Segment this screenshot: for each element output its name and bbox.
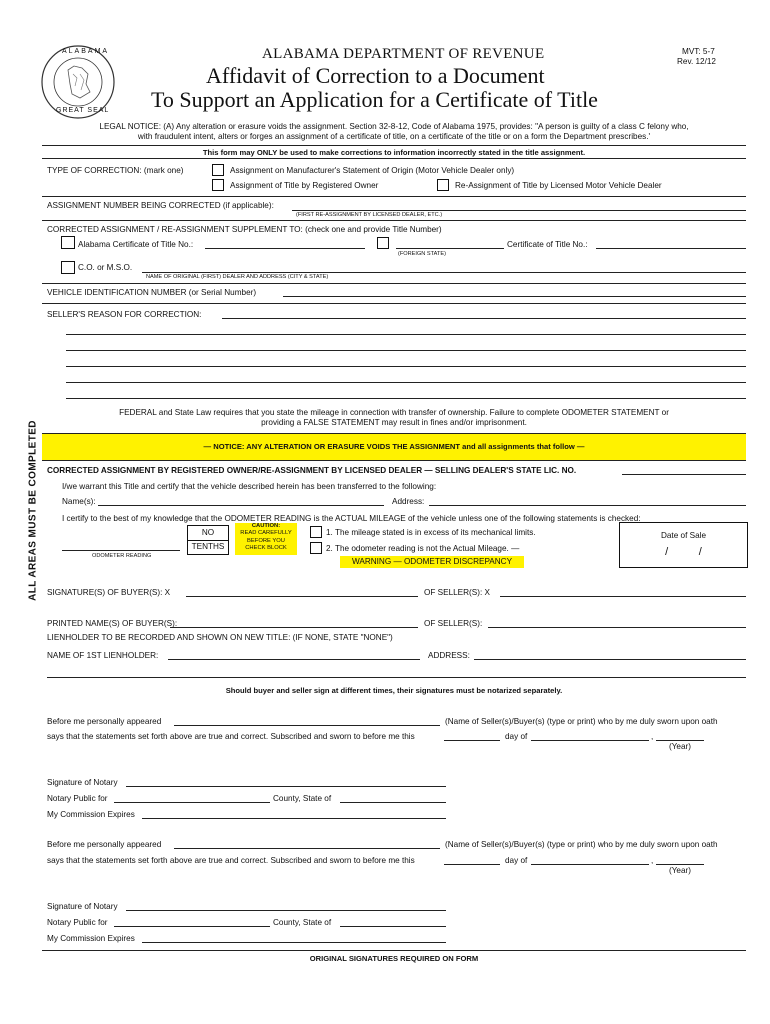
type-of-correction-label: TYPE OF CORRECTION: (mark one) [47,166,184,175]
odometer-reading-field[interactable] [62,550,180,551]
printed-seller-field[interactable] [488,627,746,628]
notary1-year-field[interactable] [656,740,704,741]
federal-notice-line1: FEDERAL and State Law requires that you state the mileage in connection with transfer of ownership. Failure to complete ODOMETER STATEMENT or [119,408,669,417]
alteration-notice-banner: — NOTICE: ANY ALTERATION OR ERASURE VOIDS THE ASSIGNMENT and all assignments that follow — [42,433,746,461]
notary2-public-for-label: Notary Public for [47,918,108,927]
certify-text: I certify to the best of my knowledge that the ODOMETER READING is the ACTUAL MILEAGE of the vehicle unless one of the following statements is checked: [62,514,641,523]
address-label: Address: [392,497,425,506]
form-number: MVT: 5-7 [682,47,715,56]
alabama-title-field[interactable] [205,248,365,249]
option-dealer-label: Re-Assignment of Title by Licensed Motor Vehicle Dealer [455,181,662,190]
notary1-month-field[interactable] [531,740,649,741]
form-title-line2: To Support an Application for a Certificate of Title [151,87,598,112]
assignment-number-field[interactable] [292,210,746,211]
reason-line-4[interactable] [66,366,746,367]
notary1-day-of-label: day of [505,732,528,741]
legal-notice-line2: with fraudulent intent, alters or forges an assignment of a certificate of title, on a certificate of the title or on a form the Department prescribes.' [137,132,651,141]
printed-buyer-field[interactable] [170,627,418,628]
address-field[interactable] [429,505,746,506]
assignment-number-label: ASSIGNMENT NUMBER BEING CORRECTED (if applicable): [47,201,274,210]
caution-line1: CAUTION: [251,523,281,529]
form-title-line1: Affidavit of Correction to a Document [206,63,545,88]
assignment-number-sublabel: (FIRST RE-ASSIGNMENT BY LICENSED DEALER, ETC.) [296,212,443,218]
option-mso-label: Assignment on Manufacturer's Statement of Origin (Motor Vehicle Dealer only) [230,166,515,175]
reason-line-5[interactable] [66,382,746,383]
printed-seller-label: OF SELLER(S): [424,619,483,628]
foreign-state-sublabel: (FOREIGN STATE) [398,251,446,257]
caution-box [235,523,297,555]
reason-line-6[interactable] [66,398,746,399]
co-mso-sublabel: NAME OF ORIGINAL (FIRST) DEALER AND ADDRESS (CITY & STATE) [146,274,329,280]
co-mso-field[interactable] [142,272,746,273]
names-label: Name(s): [62,497,96,506]
option-owner-label: Assignment of Title by Registered Owner [230,181,379,190]
notary2-year-field[interactable] [656,864,704,865]
federal-notice-line2: providing a FALSE STATEMENT may result in fines and/or imprisonment. [261,418,527,427]
department-name: ALABAMA DEPARTMENT OF REVENUE [262,46,545,62]
first-lienholder-label: NAME OF 1ST LIENHOLDER: [47,651,159,660]
date-of-sale-box[interactable] [619,522,748,568]
notary1-says-text: says that the statements set forth above are true and correct. Subscribed and sworn to before me this [47,732,415,741]
reason-line-2[interactable] [66,334,746,335]
notary2-name-field[interactable] [174,848,440,849]
notary1-name-field[interactable] [174,725,440,726]
notary1-county-label: County, State of [273,794,332,803]
notary1-comma: , [651,732,654,741]
notarize-notice: Should buyer and seller sign at different times, their signatures must be notarized separately. [225,686,563,695]
legal-notice-line1: LEGAL NOTICE: (A) Any alteration or erasure voids the assignment. Section 32-8-12, Code of Alabama 1975, provides: "A person is guilty of a class C felony who, [99,122,689,131]
supplement-label: CORRECTED ASSIGNMENT / RE-ASSIGNMENT SUPPLEMENT TO: (check one and provide Title Number) [47,225,442,234]
reason-line-3[interactable] [66,350,746,351]
checkbox-foreign-title[interactable] [377,237,389,249]
checkbox-dealer[interactable] [437,179,449,191]
notary2-year-label: (Year) [669,866,691,875]
names-field[interactable] [98,505,384,506]
date-of-sale-label: Date of Sale [660,531,707,540]
lienholder-extra-line[interactable] [47,677,746,678]
notary1-signature-field[interactable] [126,786,446,787]
caution-line2: READ CAREFULLY [240,530,292,537]
vin-field[interactable] [283,296,746,297]
odometer-discrepancy-warning: WARNING — ODOMETER DISCREPANCY [340,556,524,568]
vin-label: VEHICLE IDENTIFICATION NUMBER (or Serial Number) [47,288,257,297]
statement1-text: 1. The mileage stated is in excess of its mechanical limits. [326,528,536,537]
buyer-signature-field[interactable] [186,596,418,597]
notary1-public-for-field[interactable] [114,802,270,803]
notary2-before-label: Before me personally appeared [47,840,162,849]
notary2-commission-field[interactable] [142,942,446,943]
co-mso-label: C.O. or M.S.O. [78,263,133,272]
revision-date: Rev. 12/12 [677,57,716,66]
checkbox-not-actual-mileage[interactable] [310,542,322,554]
notary1-commission-field[interactable] [142,818,446,819]
caution-line3: BEFORE YOU [247,537,285,544]
seller-signature-label: OF SELLER(S): X [424,588,490,597]
lienholder-label: LIENHOLDER TO BE RECORDED AND SHOWN ON NEW TITLE: (IF NONE, STATE "NONE") [47,633,393,642]
date-of-sale-slashes: / / [665,546,702,558]
seller-signature-field[interactable] [500,596,746,597]
buyer-signature-label: SIGNATURE(S) OF BUYER(S): X [47,588,171,597]
reason-line-1[interactable] [222,318,746,319]
reason-label: SELLER'S REASON FOR CORRECTION: [47,310,202,319]
caution-line4: CHECK BLOCK [245,544,287,551]
side-label-all-areas: ALL AREAS MUST BE COMPLETED [27,420,39,601]
notary2-commission-label: My Commission Expires [47,934,135,943]
seal-bottom-text: GREAT SEAL [56,107,110,114]
notary2-county-label: County, State of [273,918,332,927]
statement2-text: 2. The odometer reading is not the Actual Mileage. — [326,544,520,553]
checkbox-mso[interactable] [212,164,224,176]
no-label: NO [201,528,215,537]
notary1-day-field[interactable] [444,740,500,741]
original-signatures-notice: ORIGINAL SIGNATURES REQUIRED ON FORM [309,954,479,963]
notary1-commission-label: My Commission Expires [47,810,135,819]
alabama-title-label: Alabama Certificate of Title No.: [78,240,194,249]
lienholder-address-field[interactable] [474,659,746,660]
assignment-heading: CORRECTED ASSIGNMENT BY REGISTERED OWNER/RE-ASSIGNMENT BY LICENSED DEALER — SELLING DEALER'S STATE LIC. NO. [47,466,577,475]
notary2-signature-field[interactable] [126,910,446,911]
checkbox-mechanical-limits[interactable] [310,526,322,538]
notary2-state-field[interactable] [340,926,446,927]
only-notice: This form may ONLY be used to make corrections to information incorrectly stated in the title assignment. [202,148,586,157]
notary1-state-field[interactable] [340,802,446,803]
notary1-before-label: Before me personally appeared [47,717,162,726]
foreign-title-field[interactable] [596,248,746,249]
foreign-title-label: Certificate of Title No.: [507,240,588,249]
notary2-name-of-text: (Name of Seller(s)/Buyer(s) (type or print) who by me duly sworn upon oath [445,840,718,849]
notary1-year-label: (Year) [669,742,691,751]
checkbox-alabama-title[interactable] [61,236,75,249]
notary2-public-for-field[interactable] [114,926,270,927]
notary2-day-of-label: day of [505,856,528,865]
notary2-says-text: says that the statements set forth above are true and correct. Subscribed and sworn to before me this [47,856,415,865]
checkbox-co-mso[interactable] [61,261,75,274]
odometer-reading-label: ODOMETER READING [92,553,152,559]
great-seal-logo [40,44,116,120]
checkbox-registered-owner[interactable] [212,179,224,191]
dealer-license-field[interactable] [622,474,746,475]
tenths-label: TENTHS [188,540,228,551]
notary2-comma: , [651,856,654,865]
lienholder-address-label: ADDRESS: [428,651,470,660]
foreign-state-field[interactable] [396,248,504,249]
seal-top-text: ALABAMA [62,48,110,55]
notary1-name-of-text: (Name of Seller(s)/Buyer(s) (type or print) who by me duly sworn upon oath [445,717,718,726]
notary2-day-field[interactable] [444,864,500,865]
warrant-text: I/we warrant this Title and certify that the vehicle described herein has been transferred to the following: [62,482,437,491]
notary2-signature-label: Signature of Notary [47,902,118,911]
no-tenths-box [187,525,229,555]
notary1-public-for-label: Notary Public for [47,794,108,803]
notary2-month-field[interactable] [531,864,649,865]
printed-buyer-label: PRINTED NAME(S) OF BUYER(S): [47,619,178,628]
notary1-signature-label: Signature of Notary [47,778,118,787]
first-lienholder-field[interactable] [168,659,420,660]
